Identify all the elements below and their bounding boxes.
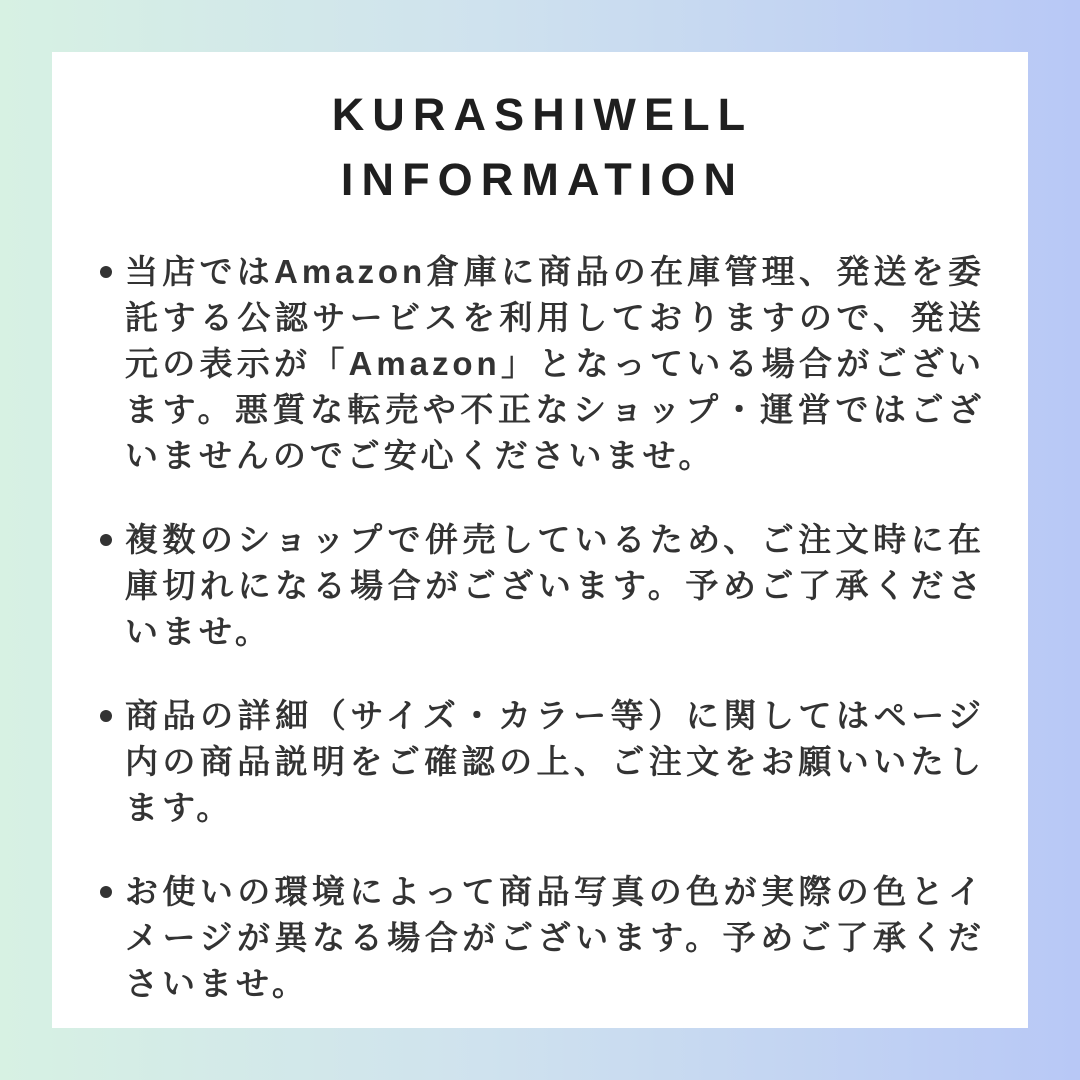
bullet-icon xyxy=(100,534,112,546)
note-text: お使いの環境によって商品写真の色が実際の色とイメージが異なる場合がございます。予めご了承くださいませ。 xyxy=(125,873,985,1002)
page-title xyxy=(100,82,985,212)
list-item xyxy=(100,517,985,655)
bullet-icon xyxy=(100,710,112,722)
bullet-icon xyxy=(100,266,112,278)
brand-name: KURASHIWELL xyxy=(331,89,754,140)
note-text: 複数のショップで併売しているため、ご注文時に在庫切れになる場合がございます。予めご了承くださいませ。 xyxy=(125,521,985,650)
bullet-icon xyxy=(100,886,112,898)
note-text: 当店ではAmazon倉庫に商品の在庫管理、発送を委託する公認サービスを利用しておりますので、発送元の表示が「Amazon」となっている場合がございます。悪質な転売や不正なショップ・運営ではございませんのでご安心くださいませ。 xyxy=(125,253,985,474)
notes-list xyxy=(100,249,985,1007)
list-item xyxy=(100,693,985,831)
list-item xyxy=(100,249,985,479)
info-card xyxy=(52,52,1028,1028)
list-item xyxy=(100,869,985,1007)
note-text: 商品の詳細（サイズ・カラー等）に関してはページ内の商品説明をご確認の上、ご注文をお願いいたします。 xyxy=(125,697,985,826)
title-word-information: INFORMATION xyxy=(340,154,745,205)
